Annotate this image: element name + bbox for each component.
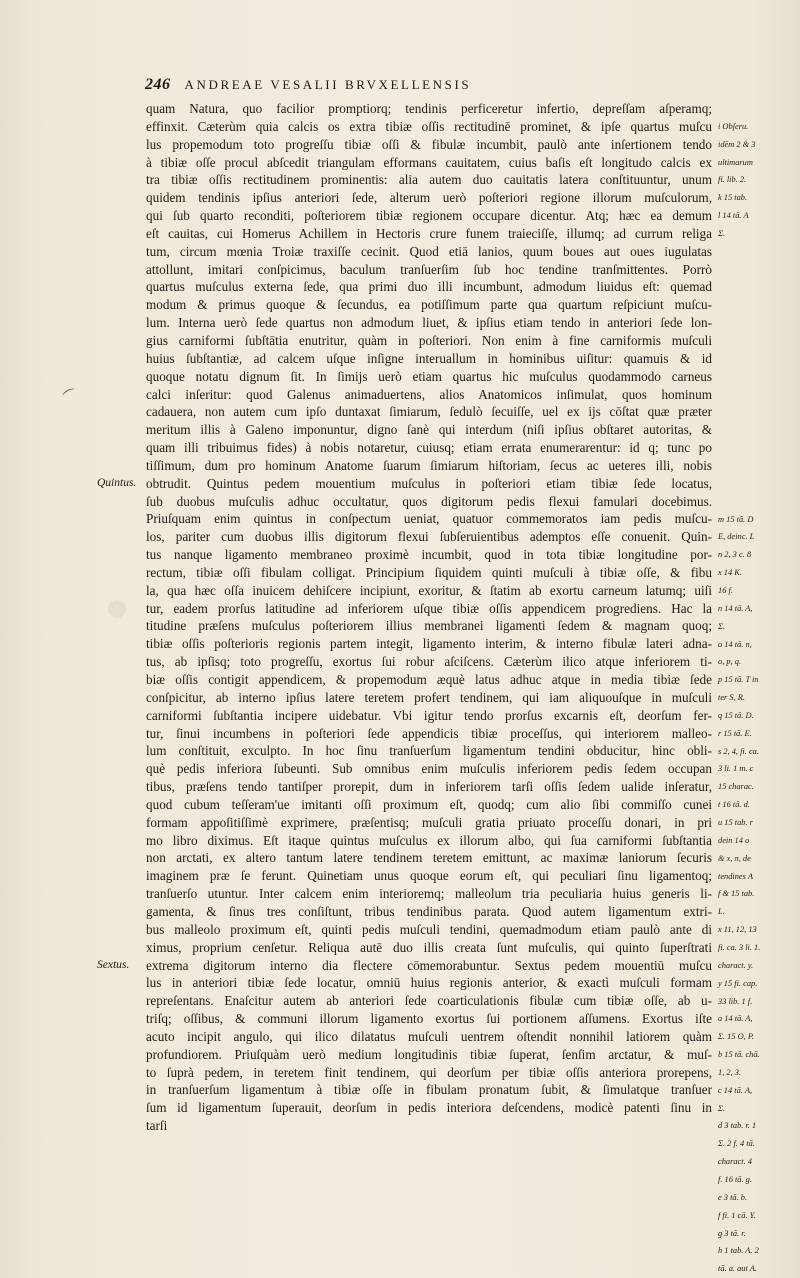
right-margin-note: r 15 tā. E. — [718, 728, 752, 738]
text-line: mo libro diximus. Eſt itaque quintus muſculus ex illorum albo, qui ſua carniformi ſubſtantia — [146, 832, 712, 848]
text-line: bus malleolo proximum eſt, quinti pedis muſculi tendini, quemadmodum etiam paulò ante di — [146, 921, 712, 937]
running-head: ANDREAE VESALII BRVXELLENSIS — [184, 77, 472, 92]
right-margin-note: dein 14 o — [718, 835, 750, 845]
text-line: lus in anteriori tibiæ ſede locatur, omniū huius regionis anterior, & exactì muſculi formam — [146, 975, 712, 991]
text-line: quod cubum teſſeram'ue imitanti oſſi proximum eſt, quodq; cum alio ſibi commiſſo cunei — [146, 796, 712, 812]
text-line: modum & primus quoque & ſecundus, ea potiſſimum parte qua quartum reſpiciunt muſcu- — [146, 297, 712, 313]
text-line: calci inſeritur: quod Galenus animaduertens, alios Anatomicos inſimulat, quos hominum — [146, 386, 712, 402]
right-margin-note: s 2, 4, ſi. ca. — [718, 746, 759, 756]
right-margin-note: ultimarum — [718, 157, 753, 167]
text-line: Priuſquam enim quintus in conſpectum ueniat, quatuor commemoratos iam pedis muſcu- — [146, 511, 712, 527]
text-line: quam Natura, quo facilior promptiorq; tendinis perficeretur infertio, depreſſam aſperamq; — [146, 101, 712, 116]
right-margin-note: x 14 K. — [718, 568, 742, 578]
right-margin-note: c 14 tā. A, — [718, 1085, 753, 1095]
main-text — [146, 100, 712, 1250]
text-line: meritum illis à Galeno imponuntur, digno ſanè qui interdum (niſi ipſius obſtaret autoritas, & — [146, 422, 712, 438]
text-line: tibiæ oſſis poſterioris regionis partem integit, ligamento interim, & interno fibulæ lateri adna- — [146, 636, 712, 652]
text-line: acuto incipit angulo, qui ilico dilatatus muſculi uentrem oſtendit nonnihil latiorem quàm — [146, 1028, 712, 1044]
text-line: conſpicitur, ab interno ipſius latere teretem profert tendinem, qui iam aliquouſque in muſculi — [146, 689, 712, 705]
text-line: ximus, proprium cenſetur. Reliqua autē duo illis creata ſunt muſculis, qui quinto ſuperſtrati — [146, 939, 712, 955]
right-margin-note: n 14 tā. A, — [718, 603, 753, 613]
text-line: tranſuerſo utuntur. Inter calcem enim interioremq; malleolum tria peculiaria huius generis li- — [146, 886, 712, 902]
right-margin-note: Σ. — [718, 1103, 726, 1113]
page-header — [145, 76, 705, 98]
text-line: tur, eadem prorſus latitudine ad inferiorem uſque tibiæ oſſis appendicem progrediens. Hac la — [146, 600, 712, 616]
right-margin-note: Σ. — [718, 621, 726, 631]
right-margin-note: 33 lib. 1 f. — [718, 996, 753, 1006]
text-line: tiſſimum, dum pro hominum Anatome ſuarum ſimiarum hiſtoriam, ſecus ac ueteres illi, nobis — [146, 457, 712, 473]
text-line: cadauera, non autem cum ipſo duntaxat ſimiarum, ſedulò ſecuiſſe, uel ex ijs cōſtat quæ præter — [146, 404, 712, 420]
text-line: lus propemodum toto progreſſu tibiæ oſſi & fibulæ incumbit, paulò ante inſertionem tendo — [146, 136, 712, 152]
text-line: in tranſuerſum ligamentum à tibiæ oſſe in fibulam pronatum ſubit, & ſimulatque tranſuer — [146, 1082, 712, 1098]
text-line: gius carniformi ſubſtātia enutritur, quàm in poſteriori. Non enim à fine carniformis muſculi — [146, 332, 712, 348]
text-line: non arctati, ex altero tantum latere tendinem teretem emittunt, ac maximæ laniorum ſecuris — [146, 850, 712, 866]
text-line: gamenta, & ſinus tres conſiſtunt, tribus tendinibus parata. Quod autem ligamentum extri- — [146, 903, 712, 919]
right-margin-note: b 15 tā. chā. — [718, 1050, 760, 1060]
text-line: qui ſub quarto reconditi, poſteriorem tibiæ regionem occupare dicentur. Atq; hæc ea demum — [146, 208, 712, 224]
right-margin-note: idēm 2 & 3 — [718, 139, 756, 149]
text-line: repreſentans. Enaſcitur autem ab anteriori ſede coarticulationis fibulæ cum tibiæ oſſe, ab u- — [146, 993, 712, 1009]
right-margin-note: g 3 tā. r. — [718, 1228, 746, 1238]
text-line: lum conſtituit, exculpto. In hoc ſinu tranſuerſum ligamentum tendini obducitur, hinc obli- — [146, 743, 712, 759]
text-line: rectum, tibiæ oſſi fibulam colligat. Principium ſiquidem quinti muſculi à tibiæ oſſe, & fibu — [146, 564, 712, 580]
right-margin-note: u 15 tab. r — [718, 818, 753, 827]
text-line: los, pariter cum duobus illis digitorum flexui ſubſeruientibus ademptos eſſe conuenit. Quin- — [146, 529, 712, 545]
text-line: quam illi tribuimus fides) à nobis notaretur, cuiusq; etiam errata enumerarentur: id q; tunc po — [146, 440, 712, 456]
text-line: biæ oſſis contigit appendicem, & propemodum æquè latus adhuc atque in media tibiæ ſede — [146, 672, 712, 687]
right-margin-note: 16 f. — [718, 585, 733, 595]
text-line: titudine præſens muſculus poſteriorem illius membranei ligamenti ſedem & magnam quoq; — [146, 618, 712, 634]
right-margin-note: q 15 tā. D. — [718, 710, 754, 720]
right-margin-note: y 15 fi. cap. — [718, 978, 758, 988]
left-margin-notes — [97, 100, 145, 1250]
text-line: eſt cauitas, cui Homerus Achillem in Hectoris crure funem traieciſſe, illumq; ad currum religa — [146, 225, 712, 241]
text-line: carniformi ſubſtantia incipere uidebatur. Vbi igitur tendo prorſus excarnis eſt, deorſum fer- — [146, 707, 712, 723]
right-margin-note: t 16 tā. d. — [718, 800, 750, 810]
right-margin-notes — [718, 100, 798, 1274]
text-line: extrema digitorum interno dia flectere cōmemorabuntur. Sextus pedem mouentiū muſcu — [146, 957, 712, 973]
right-margin-note: charact. 4 — [718, 1157, 752, 1167]
text-line: què pedis inferiora ſubeunti. Sub omnibus enim muſculis inferiorem pedis ſedem occupan — [146, 761, 712, 777]
right-margin-note: 15 charac. — [718, 782, 754, 792]
text-line: tum, circum mœnia Troiæ traxiſſe cecinit. Quod etiā lanios, quum boues aut oues iugulatas — [146, 243, 712, 259]
text-line: la, qua hæc oſſa inuicem dehiſcere incipiunt, exoritur, & ſtatim ab exortu carneum latumq; uiſi — [146, 582, 712, 598]
right-margin-note: Σ. 2 f. 4 tā. — [718, 1139, 755, 1149]
right-margin-note: x 11, 12, 13 — [718, 925, 757, 935]
text-line: to ſuprà pedem, in teretem finit tendinem, qui deorſum per tibiæ oſſis anteriora prorepens, — [146, 1064, 712, 1080]
text-line: tus nanque ligamento membraneo proximè incumbit, quod in tota tibiæ longitudine por- — [146, 547, 712, 563]
right-margin-note: f. 16 tā. g. — [718, 1175, 752, 1184]
right-margin-note: tendines A — [718, 871, 753, 881]
text-line: tibus, præſens tendo tantiſper prorepit, dum in inferiorem tarſi oſſis ſedem ualide inſeratur, — [146, 779, 712, 795]
right-margin-note: o 14 tā. n, — [718, 639, 752, 649]
text-line: quoque notatu dignum ſit. In ſimijs uerò etiam quartus hic muſculus quodammodo carneus — [146, 368, 712, 384]
right-margin-note: e 3 tā. b. — [718, 1192, 748, 1202]
text-line: effinxit. Cæterùm quia calcis os extra tibiæ oſſis rectitudinē prominet, & ipſe quartus muſcu — [146, 118, 712, 134]
right-margin-note: L. — [718, 907, 725, 917]
right-margin-note: ter S, R. — [718, 693, 745, 703]
right-margin-note: l 14 tā. A — [718, 211, 749, 221]
right-margin-note: i Obſeru. — [718, 121, 749, 131]
right-margin-note: d 3 tab. r. 1 — [718, 1121, 757, 1131]
text-line: attollunt, imitari conſpicimus, baculum tranſuerſim ſub hoc tendine tranſmittentes. Porrò — [146, 261, 712, 277]
right-margin-note: E, deinc. L — [718, 532, 755, 542]
marginal-pen-mark: ⁀ — [62, 388, 81, 408]
right-margin-note: a 14 tā. A, — [718, 1014, 753, 1024]
right-margin-note: & x, π, de — [718, 853, 751, 863]
text-line: ſub duobus muſculis adhuc occultatur, quos digitorum pedis flexui famulari docebimus. — [146, 493, 712, 509]
text-line: tra tibiæ oſſis rectitudinem prominentis: alia autem duo cauitatis latera conſtituuntur, unum — [146, 172, 712, 188]
text-line: imaginem præ ſe ferunt. Quinetiam unus quoque eorum eſt, qui peculiari ſinu ligamentoq; — [146, 868, 712, 884]
right-margin-note: p 15 tā. T in — [718, 675, 759, 685]
text-line: obtrudit. Quintus pedem mouentium muſculus in poſteriori etiam tibiæ ſede locatus, — [146, 475, 712, 491]
text-line: tus, ab ipſisq; toto progreſſu, exortus ſui robur aſciſcens. Cæterùm ilico atque inferiorem ti- — [146, 654, 712, 670]
right-margin-note: fi. lib. 2. — [718, 175, 747, 185]
right-margin-note: charact. y. — [718, 960, 754, 970]
page-number: 246 — [145, 76, 171, 93]
text-line: à tibiæ oſſe procul abſcedit triangulam efformans cauitatem, cuius baſis eſt longitudo calcis ex — [146, 154, 712, 170]
right-margin-note: fi. ca. 3 li. 1. — [718, 942, 761, 952]
text-line: quartus muſculus externa ſede, qua primi duo illi incumbunt, admodum liuidus eſt: quemad — [146, 279, 712, 295]
text-line: formam appoſitiſſimè exprimere, præſentisq; muſculi gratia priuato proceſſu donari, in pri — [146, 814, 712, 830]
paper-stain — [108, 600, 126, 618]
text-line: huius ſubſtantiæ, ad calcem uſque inſigne interuallum in hominibus uiſitur: quamuis & id — [146, 350, 712, 366]
right-margin-note: k 15 tab. — [718, 193, 748, 203]
text-line: quidem tendinis ipſius anteriori ſede, alterum uerò poſteriori regione illorum muſculorum, — [146, 190, 712, 206]
text-line: tarſi — [146, 1118, 168, 1134]
text-line: tur, ſinui incumbens in poſteriori ſede appendicis tibiæ proceſſus, qui interiorem malleo- — [146, 725, 712, 741]
text-line: lum. Interna uerò ſede quartus non admodum liuet, & ipſius etiam tendo in anteriori ſede lon- — [146, 315, 712, 331]
left-margin-note: Quintus. — [97, 476, 137, 489]
text-line: ſum id ligamentum ſuperauit, deorſum in pedis interiora deſcendens, modicè patenti ſinu in — [146, 1100, 712, 1116]
right-margin-note: Σ. 15 O, P. — [718, 1032, 754, 1042]
right-margin-note: o, p, q. — [718, 657, 742, 667]
text-line: profundiorem. Priuſquàm uerò medium longitudinis tibiæ ſuperat, ſenſim arctatur, & muſ- — [146, 1046, 712, 1062]
right-margin-note: tā. a. aut A. — [718, 1264, 757, 1274]
right-margin-note: n 2, 3 c. 8 — [718, 550, 752, 560]
right-margin-note: f fi. 1 cā. Y. — [718, 1210, 756, 1220]
right-margin-note: f & 15 tab. — [718, 889, 755, 899]
right-margin-note: Σ. — [718, 228, 726, 238]
right-margin-note: 1, 2, 3. — [718, 1067, 742, 1077]
right-margin-note: h 1 tab. A. 2 — [718, 1246, 759, 1256]
right-margin-note: m 15 tā. D — [718, 514, 754, 524]
text-line: triſq; oſſibus, & communi illorum ligamento exortus ſui portionem aſſumens. Exortus iſte — [146, 1011, 712, 1027]
left-margin-note: Sextus. — [97, 958, 130, 971]
right-margin-note: 3 li. 1 m. c — [718, 764, 754, 774]
